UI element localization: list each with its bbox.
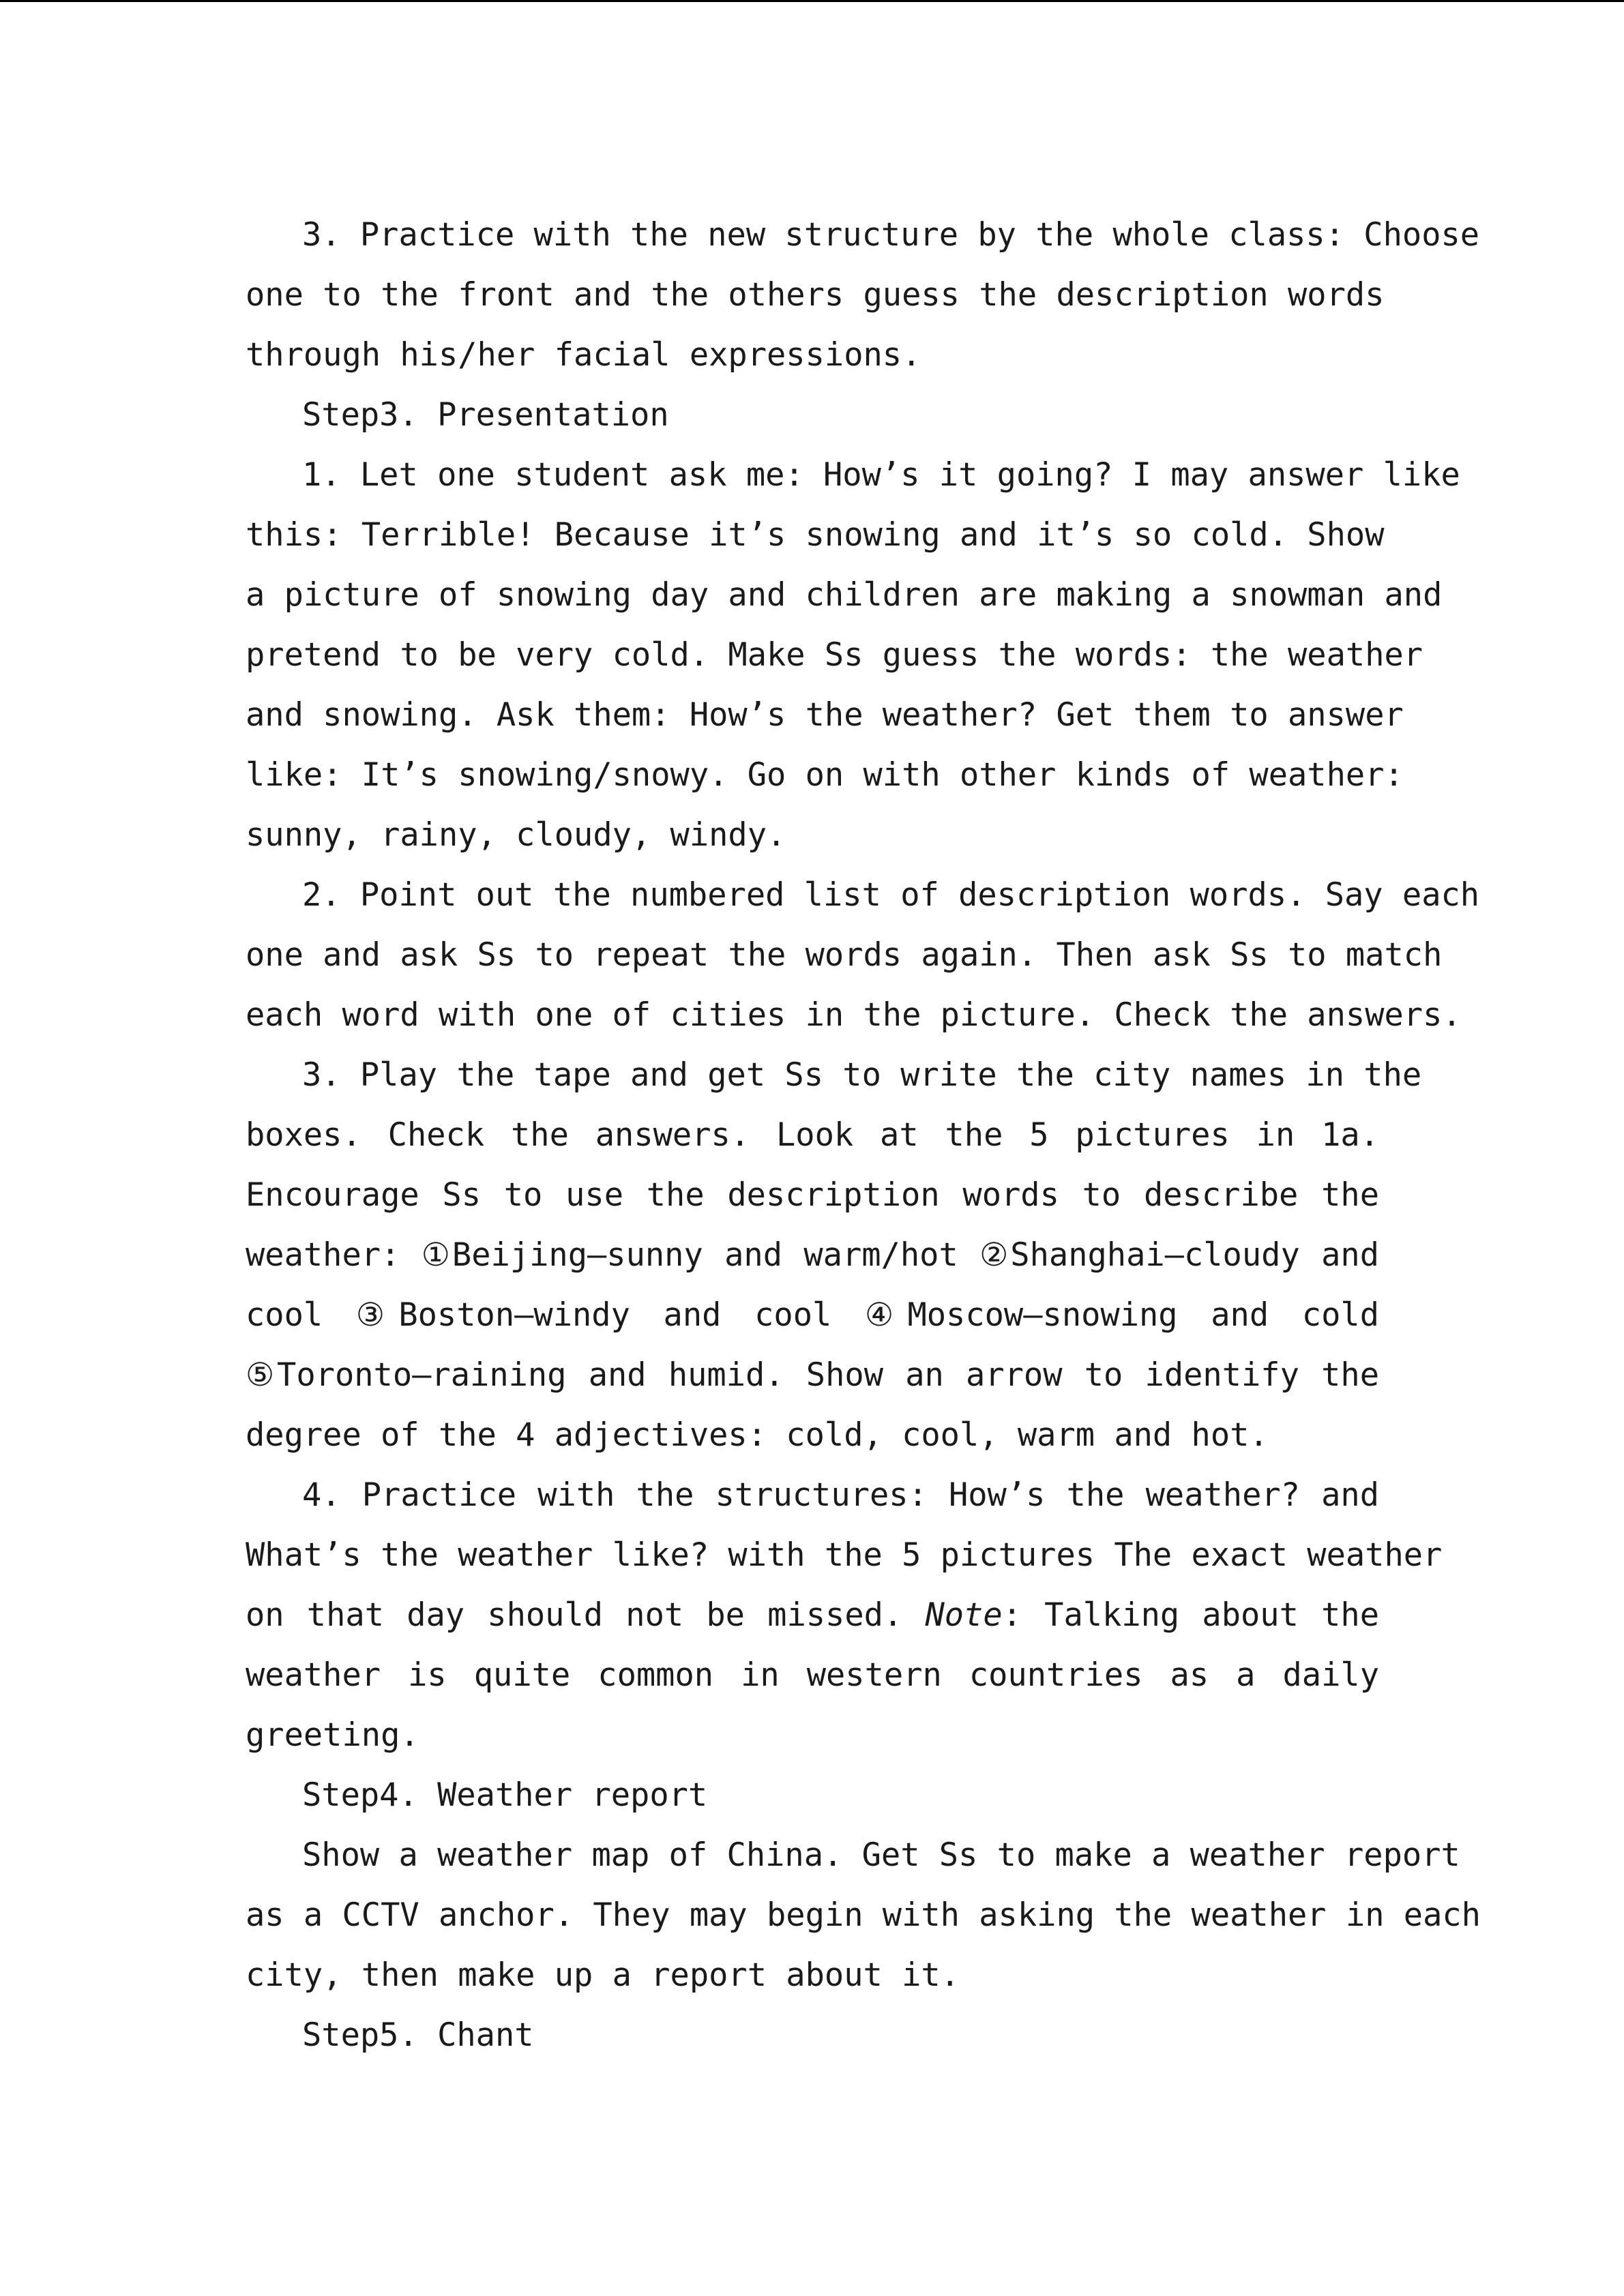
note-line [246, 1585, 1379, 1645]
paragraph-line: weather is quite common in western countries as a daily [246, 1656, 1379, 1694]
paragraph-line: like: It’s snowing/snowy. Go on with other kinds of weather: [246, 756, 1404, 794]
paragraph-line: 4. Practice with the structures: How’s the weather? and [302, 1476, 1379, 1514]
paragraph-line: weather: ①Beijing—sunny and warm/hot ②Shanghai—cloudy and [246, 1236, 1379, 1274]
paragraph-line: 3. Play the tape and get Ss to write the city names in the [302, 1056, 1422, 1094]
paragraph-line: one and ask Ss to repeat the words again. Then ask Ss to match [246, 936, 1443, 974]
document-page [246, 205, 1481, 2066]
paragraph-line: greeting. [246, 1716, 419, 1754]
paragraph-line: Encourage Ss to use the description words to describe the [246, 1176, 1379, 1214]
paragraph-line: city, then make up a report about it. [246, 1956, 960, 1994]
paragraph-line: one to the front and the others guess the description words [246, 276, 1385, 314]
paragraph-line: and snowing. Ask them: How’s the weather? Get them to answer [246, 696, 1404, 734]
paragraph-line: each word with one of cities in the picture. Check the answers. [246, 996, 1462, 1034]
paragraph-line: this: Terrible! Because it’s snowing and it’s so cold. Show [246, 516, 1385, 554]
paragraph-line: 1. Let one student ask me: How’s it going? I may answer like [302, 456, 1460, 494]
paragraph-line: 3. Practice with the new structure by the whole class: Choose [302, 216, 1480, 254]
paragraph-line: Show a weather map of China. Get Ss to make a weather report [302, 1836, 1460, 1874]
note-label: Note [925, 1596, 1003, 1634]
step4-heading: Step4. Weather report [302, 1776, 708, 1814]
paragraph-line: degree of the 4 adjectives: cold, cool, warm and hot. [246, 1416, 1269, 1454]
paragraph-line: cool ③Boston—windy and cool ④Moscow—snowing and cold [246, 1296, 1379, 1334]
paragraph-line: boxes. Check the answers. Look at the 5 pictures in 1a. [246, 1116, 1379, 1154]
note-line-after: : Talking about the [1002, 1596, 1380, 1634]
paragraph-line: ⑤Toronto—raining and humid. Show an arrow to identify the [246, 1356, 1379, 1394]
paragraph-line: a picture of snowing day and children are making a snowman and [246, 576, 1443, 614]
paragraph-line: 2. Point out the numbered list of description words. Say each [302, 876, 1480, 914]
paragraph-line: through his/her facial expressions. [246, 336, 921, 374]
paragraph-line: sunny, rainy, cloudy, windy. [246, 816, 786, 854]
paragraph-line: pretend to be very cold. Make Ss guess the words: the weather [246, 636, 1423, 674]
step5-heading: Step5. Chant [302, 2016, 534, 2054]
step3-heading: Step3. Presentation [302, 396, 669, 434]
paragraph-line: as a CCTV anchor. They may begin with asking the weather in each [246, 1896, 1481, 1934]
paragraph-line: What’s the weather like? with the 5 pictures The exact weather [246, 1536, 1443, 1574]
note-line-before: on that day should not be missed. [246, 1596, 926, 1634]
